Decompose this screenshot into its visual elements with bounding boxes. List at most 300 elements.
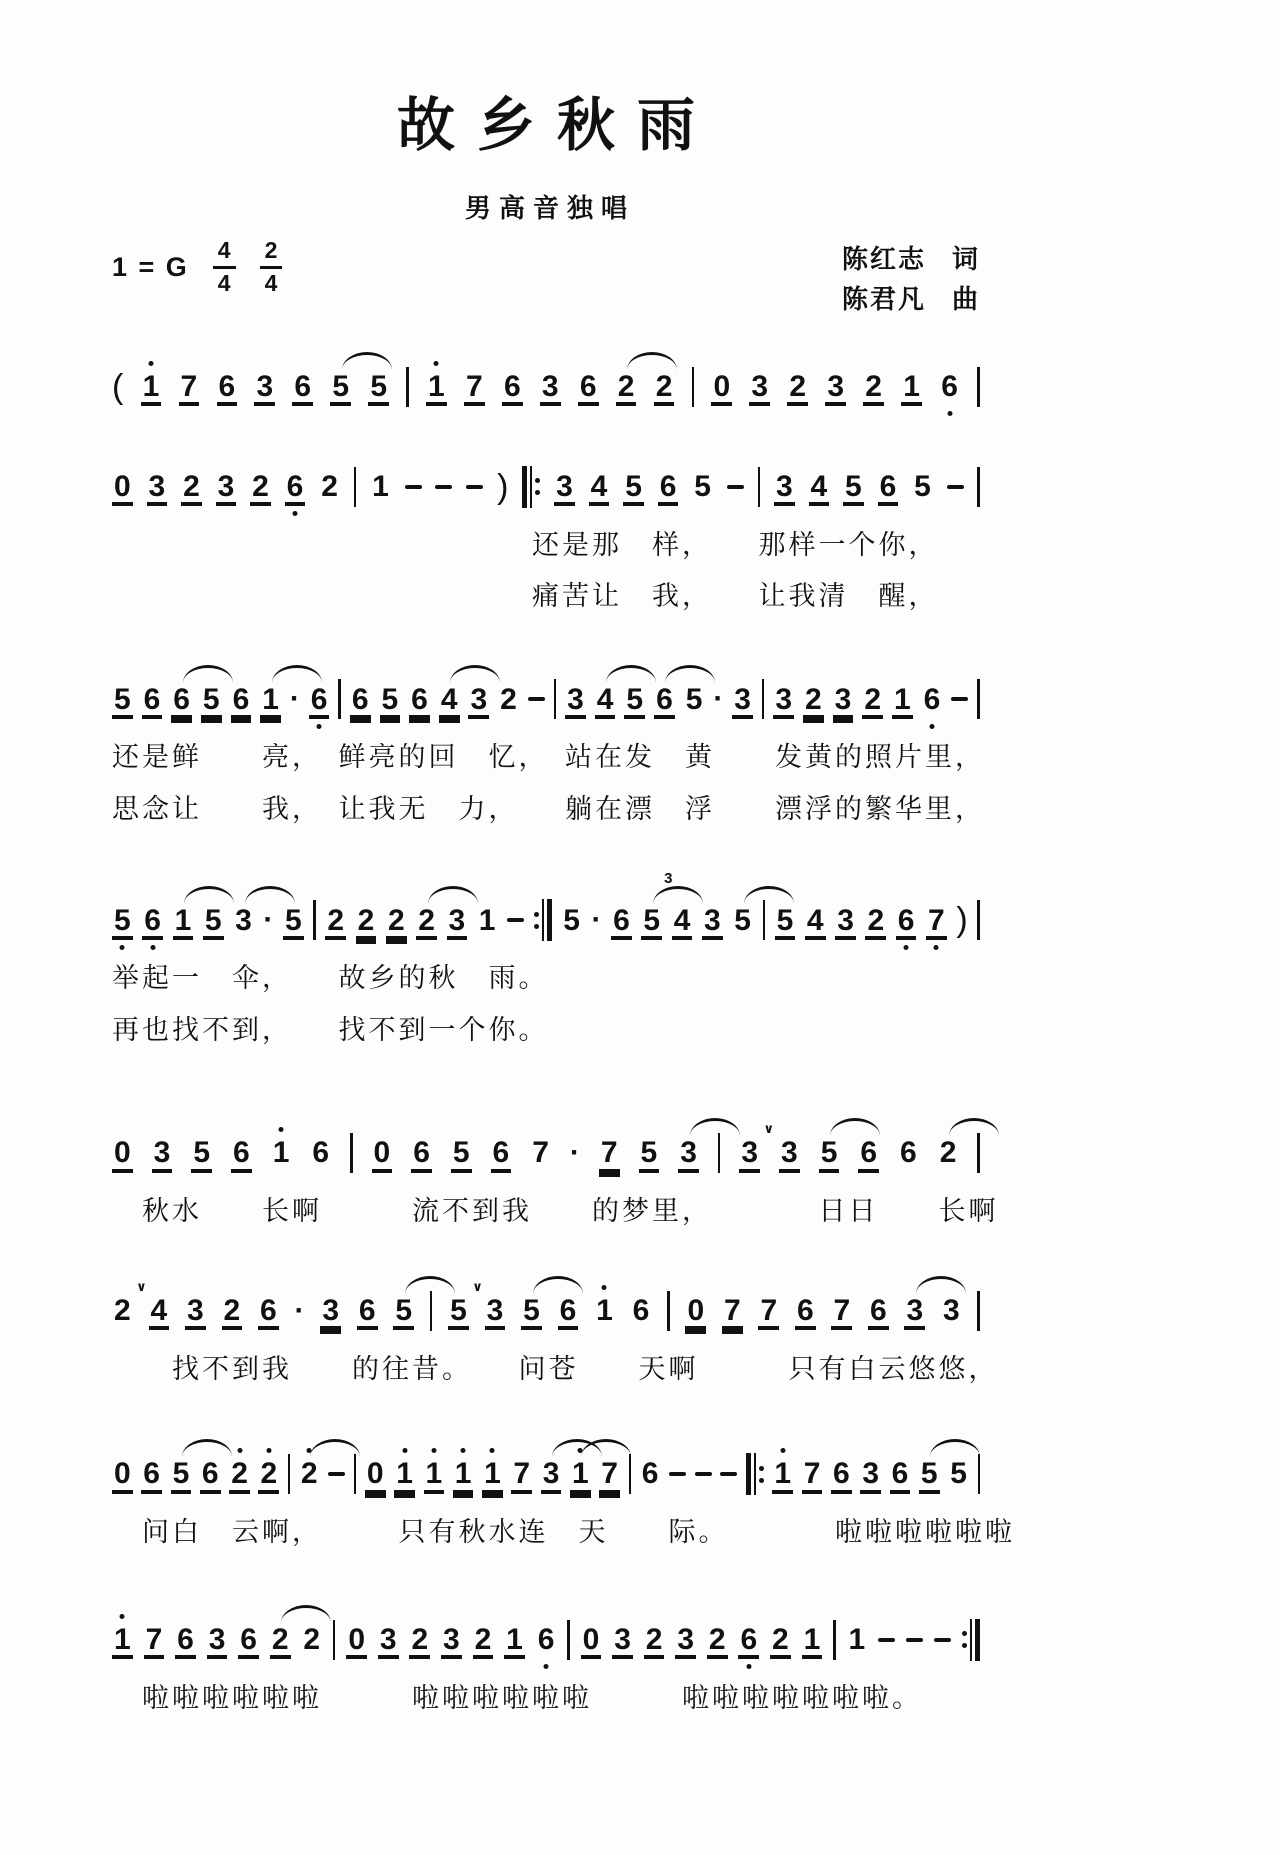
note-digit: 1 bbox=[454, 1457, 472, 1491]
repeat-dot bbox=[759, 1466, 764, 1471]
note-digit: 5 bbox=[332, 369, 350, 403]
barline-icon bbox=[758, 467, 761, 507]
slur-icon bbox=[627, 352, 677, 370]
key-area bbox=[112, 239, 282, 295]
barline-icon bbox=[692, 367, 695, 407]
note bbox=[426, 371, 447, 403]
note bbox=[468, 684, 489, 716]
note-digit: 7 bbox=[600, 1136, 618, 1170]
note bbox=[142, 684, 163, 716]
barline-thick bbox=[547, 899, 552, 941]
note-digit: 5 bbox=[114, 903, 131, 937]
note bbox=[843, 471, 864, 503]
note bbox=[639, 1137, 660, 1169]
augmentation-dot: · bbox=[289, 682, 300, 716]
note bbox=[805, 905, 826, 937]
note-digit: 4 bbox=[150, 1293, 168, 1327]
note bbox=[770, 1624, 791, 1656]
note-digit: 6 bbox=[232, 682, 250, 716]
note-digit: 1 bbox=[478, 903, 496, 937]
note-digit: 5 bbox=[625, 469, 642, 503]
slur-icon bbox=[830, 1118, 880, 1136]
extension-dash bbox=[528, 697, 545, 701]
note bbox=[258, 1458, 279, 1490]
note bbox=[612, 1624, 633, 1656]
note bbox=[147, 471, 168, 503]
note-digit: 2 bbox=[867, 903, 885, 937]
note bbox=[860, 1458, 881, 1490]
note bbox=[675, 1624, 696, 1656]
note-digit: 6 bbox=[144, 903, 161, 937]
note bbox=[378, 1624, 399, 1656]
note-digit: 5 bbox=[452, 1136, 470, 1170]
note-digit: 2 bbox=[939, 1136, 957, 1170]
system-6 bbox=[112, 1270, 999, 1387]
barline-icon bbox=[977, 679, 980, 719]
note bbox=[878, 471, 899, 503]
note-digit: 0 bbox=[114, 1457, 131, 1491]
page-title: 故乡秋雨 bbox=[396, 93, 717, 158]
note-digit: 3 bbox=[235, 903, 252, 937]
note bbox=[623, 471, 644, 503]
octave-dot-above bbox=[402, 1448, 407, 1453]
note-digit: 4 bbox=[590, 469, 608, 503]
system-5 bbox=[112, 1112, 999, 1229]
note bbox=[283, 905, 304, 937]
note bbox=[473, 1624, 494, 1656]
barline-icon bbox=[977, 900, 980, 940]
barline-icon bbox=[354, 467, 357, 507]
octave-dot-below bbox=[929, 724, 934, 729]
note-digit: 5 bbox=[694, 469, 711, 503]
note bbox=[216, 471, 237, 503]
note-digit: 6 bbox=[941, 369, 958, 403]
octave-dot-below bbox=[150, 945, 155, 950]
note bbox=[616, 371, 637, 403]
barline-icon bbox=[977, 367, 980, 407]
slur-icon bbox=[581, 1439, 631, 1457]
note-digit: 3 bbox=[741, 1136, 759, 1170]
parenthesis: ) bbox=[956, 901, 968, 940]
extension-dash bbox=[435, 485, 452, 489]
slur-icon bbox=[272, 665, 322, 683]
note-row bbox=[112, 446, 980, 512]
note-digit: 2 bbox=[300, 1457, 318, 1491]
note-digit: 3 bbox=[153, 1136, 171, 1170]
note-row bbox=[112, 869, 980, 945]
note bbox=[774, 471, 795, 503]
octave-dot-above bbox=[266, 1448, 271, 1453]
note bbox=[112, 471, 133, 503]
time-signature-1 bbox=[213, 239, 236, 295]
barline-icon bbox=[554, 679, 557, 719]
slur-icon bbox=[183, 665, 233, 683]
repeat-dots bbox=[534, 899, 539, 941]
augmentation-dot: · bbox=[294, 1293, 305, 1327]
note bbox=[485, 1295, 506, 1327]
repeat-dot bbox=[535, 490, 540, 495]
note bbox=[738, 1624, 759, 1656]
note bbox=[409, 684, 430, 716]
extension-dash bbox=[695, 1472, 712, 1476]
octave-dot-below bbox=[544, 1664, 549, 1669]
note bbox=[595, 684, 616, 716]
note bbox=[231, 1137, 252, 1169]
note-digit: 5 bbox=[776, 903, 794, 937]
note bbox=[141, 371, 162, 403]
extension-dash bbox=[466, 485, 483, 489]
note bbox=[380, 684, 401, 716]
note-row bbox=[112, 346, 980, 412]
note bbox=[370, 471, 391, 503]
note-digit: 5 bbox=[370, 369, 387, 403]
note-digit: 3 bbox=[443, 1622, 460, 1656]
breath-mark-icon: ∨ bbox=[472, 1278, 483, 1294]
note bbox=[310, 1137, 331, 1169]
note bbox=[570, 1458, 591, 1490]
note bbox=[175, 1624, 196, 1656]
note-digit: 2 bbox=[303, 1622, 321, 1656]
note-digit: 5 bbox=[114, 682, 131, 716]
note bbox=[722, 1295, 743, 1327]
note-digit: 5 bbox=[395, 1293, 412, 1327]
repeat-dots bbox=[759, 1453, 764, 1495]
note-digit: 3 bbox=[827, 369, 845, 403]
note-digit: 5 bbox=[193, 1136, 211, 1170]
note-digit: 3 bbox=[379, 1622, 397, 1656]
note bbox=[441, 1624, 462, 1656]
note-digit: 3 bbox=[187, 1293, 204, 1327]
note bbox=[862, 684, 883, 716]
extension-dash bbox=[328, 1472, 345, 1476]
note-digit: 0 bbox=[373, 1136, 391, 1170]
note bbox=[536, 1624, 557, 1656]
note-digit: 2 bbox=[231, 1457, 248, 1491]
note bbox=[732, 684, 753, 716]
lyric-row: 再也找不到， 找不到一个你。 bbox=[112, 1014, 549, 1045]
note-digit: 7 bbox=[803, 1457, 821, 1491]
note bbox=[654, 371, 675, 403]
note bbox=[365, 1458, 386, 1490]
note-digit: 2 bbox=[864, 682, 881, 716]
note-digit: 3 bbox=[256, 369, 274, 403]
note bbox=[948, 1458, 969, 1490]
note bbox=[144, 1624, 165, 1656]
augmentation-dot: · bbox=[263, 903, 274, 937]
note-digit: 2 bbox=[252, 469, 269, 503]
note bbox=[191, 1137, 212, 1169]
note bbox=[835, 905, 856, 937]
note bbox=[453, 1458, 474, 1490]
note-digit: 6 bbox=[537, 1622, 555, 1656]
note bbox=[498, 684, 519, 716]
extension-dash bbox=[720, 1472, 737, 1476]
slur-icon bbox=[533, 1276, 583, 1294]
note bbox=[330, 371, 351, 403]
parenthesis: ( bbox=[112, 367, 124, 406]
note bbox=[511, 1458, 532, 1490]
note-digit: 3 bbox=[734, 682, 751, 716]
note-digit: 3 bbox=[677, 1622, 694, 1656]
lyric-row: 痛苦让 我， 让我清 醒， bbox=[112, 581, 939, 612]
octave-dot-above bbox=[780, 1448, 785, 1453]
extension-dash bbox=[947, 485, 964, 489]
note-digit: 1 bbox=[428, 369, 445, 403]
note bbox=[309, 684, 330, 716]
note-digit: 6 bbox=[869, 1293, 887, 1327]
note-digit: 3 bbox=[217, 469, 235, 503]
note-digit: 6 bbox=[641, 1457, 659, 1491]
octave-dot-above bbox=[490, 1448, 495, 1453]
note-digit: 7 bbox=[601, 1457, 618, 1491]
parenthesis: ) bbox=[497, 467, 509, 506]
note bbox=[181, 471, 202, 503]
note-digit: 6 bbox=[201, 1457, 219, 1491]
note bbox=[222, 1295, 243, 1327]
note-digit: 3 bbox=[775, 469, 793, 503]
lyric-row: 秋水 长啊 流不到我 的梦里， 日日 长啊 bbox=[112, 1196, 999, 1227]
credit-lyricist bbox=[842, 239, 980, 279]
note bbox=[112, 1624, 133, 1656]
slur-icon bbox=[930, 1439, 980, 1457]
barline-thick bbox=[746, 1453, 751, 1495]
breath-mark-icon: ∨ bbox=[763, 1121, 775, 1137]
note-digit: 0 bbox=[582, 1622, 600, 1656]
note-digit: 1 bbox=[571, 1457, 589, 1491]
slur-icon bbox=[552, 1439, 602, 1457]
barline-thick bbox=[522, 466, 527, 508]
barline-icon bbox=[406, 367, 409, 407]
note-row bbox=[112, 658, 980, 724]
slur-icon bbox=[184, 886, 234, 904]
note bbox=[152, 1137, 173, 1169]
note bbox=[581, 1624, 602, 1656]
repeat-dot bbox=[759, 1478, 764, 1483]
note-digit: 1 bbox=[262, 682, 279, 716]
octave-dot-below bbox=[746, 1664, 751, 1669]
note bbox=[890, 1458, 911, 1490]
barline-icon bbox=[333, 1620, 336, 1660]
note bbox=[594, 1295, 615, 1327]
note bbox=[922, 684, 943, 716]
lyric-row: 还是那 样， 那样一个你， bbox=[112, 529, 939, 560]
triplet-slur-icon bbox=[653, 886, 703, 904]
note bbox=[641, 869, 673, 937]
note-digit: 3 bbox=[680, 1136, 697, 1170]
slur-icon bbox=[450, 665, 500, 683]
note-digit: 6 bbox=[143, 682, 161, 716]
time-signature-1-numerator: 4 bbox=[213, 239, 236, 269]
note-digit: 3 bbox=[541, 369, 559, 403]
note-digit: 7 bbox=[833, 1293, 851, 1327]
note bbox=[739, 1121, 775, 1170]
note-digit: 6 bbox=[632, 1293, 650, 1327]
note bbox=[819, 1137, 840, 1169]
note-digit: 3 bbox=[862, 1457, 879, 1491]
lyricist-role: 词 bbox=[951, 244, 980, 274]
composer-name: 陈君凡 bbox=[841, 284, 926, 315]
note-digit: 3 bbox=[775, 682, 793, 716]
note bbox=[409, 1624, 430, 1656]
extension-dash bbox=[951, 697, 968, 701]
note bbox=[258, 1295, 279, 1327]
barline-thin bbox=[970, 1619, 972, 1661]
note bbox=[802, 1624, 823, 1656]
note bbox=[644, 1624, 665, 1656]
page-subtitle: 男高音独唱 bbox=[464, 193, 635, 223]
slur-icon bbox=[428, 886, 478, 904]
note bbox=[898, 1137, 919, 1169]
note-digit: 3 bbox=[781, 1136, 798, 1170]
note-digit: 2 bbox=[865, 369, 882, 403]
octave-dot-above bbox=[307, 1448, 312, 1453]
augmentation-dot: · bbox=[713, 682, 724, 716]
note-digit: 2 bbox=[805, 682, 822, 716]
augmentation-dot: · bbox=[591, 903, 602, 937]
slur-icon bbox=[342, 352, 392, 370]
note bbox=[491, 1137, 512, 1169]
note bbox=[558, 1295, 579, 1327]
note-digit: 6 bbox=[411, 682, 428, 716]
note bbox=[831, 1295, 852, 1327]
repeat-begin-icon bbox=[746, 1453, 764, 1495]
note-digit: 4 bbox=[673, 903, 691, 937]
note bbox=[803, 684, 824, 716]
lyric-row: 举起一 伞， 故乡的秋 雨。 bbox=[112, 963, 549, 994]
note-digit: 0 bbox=[687, 1293, 705, 1327]
note-digit: 5 bbox=[734, 903, 751, 937]
extension-dash bbox=[727, 485, 744, 489]
note-digit: 1 bbox=[848, 1622, 866, 1656]
note-digit: 6 bbox=[879, 469, 897, 503]
note-digit: 5 bbox=[920, 1457, 938, 1491]
note-digit: 3 bbox=[542, 1457, 560, 1491]
credit-composer bbox=[842, 279, 980, 319]
note bbox=[939, 371, 960, 403]
note bbox=[238, 1624, 259, 1656]
note-digit: 0 bbox=[114, 469, 131, 503]
note bbox=[477, 905, 498, 937]
composer-role: 曲 bbox=[951, 284, 980, 315]
note-digit: 5 bbox=[202, 682, 220, 716]
note-digit: 6 bbox=[286, 469, 304, 503]
note bbox=[847, 1624, 868, 1656]
note bbox=[684, 684, 705, 716]
lyric-row: 找不到我 的往昔。 问苍 天啊 只有白云悠悠， bbox=[112, 1353, 999, 1384]
note-digit: 4 bbox=[596, 682, 614, 716]
octave-dot-above bbox=[602, 1285, 607, 1290]
note-digit: 3 bbox=[834, 682, 852, 716]
note bbox=[938, 1137, 959, 1169]
note bbox=[578, 371, 599, 403]
note bbox=[640, 1458, 661, 1490]
note-digit: 6 bbox=[897, 903, 915, 937]
barline-icon bbox=[430, 1291, 433, 1331]
note-digit: 1 bbox=[174, 903, 192, 937]
note-row bbox=[112, 1112, 980, 1178]
note-digit: 1 bbox=[396, 1457, 413, 1491]
octave-dot-above bbox=[148, 361, 153, 366]
barline-icon bbox=[338, 679, 341, 719]
note bbox=[758, 1295, 779, 1327]
note bbox=[319, 471, 340, 503]
note-digit: 3 bbox=[614, 1622, 631, 1656]
note bbox=[217, 371, 238, 403]
system-7 bbox=[112, 1433, 1015, 1550]
note bbox=[270, 1624, 291, 1656]
note-digit: 6 bbox=[218, 369, 236, 403]
note bbox=[624, 684, 645, 716]
note bbox=[926, 905, 947, 937]
note-digit: 6 bbox=[891, 1457, 909, 1491]
barline-thin bbox=[754, 1453, 756, 1495]
note bbox=[271, 1137, 292, 1169]
slur-icon bbox=[916, 1276, 966, 1294]
note-digit: 1 bbox=[372, 469, 389, 503]
note bbox=[858, 1137, 879, 1169]
note bbox=[299, 1458, 320, 1490]
note bbox=[231, 684, 252, 716]
note-digit: 3 bbox=[942, 1293, 960, 1327]
time-signature-2-numerator: 2 bbox=[260, 239, 283, 269]
note-digit: 1 bbox=[903, 369, 920, 403]
note-digit: 7 bbox=[180, 369, 198, 403]
note bbox=[825, 371, 846, 403]
key-signature: 1 = G bbox=[112, 251, 189, 282]
note bbox=[141, 1458, 162, 1490]
note-digit: 6 bbox=[233, 1136, 250, 1170]
note-digit: 6 bbox=[260, 1293, 277, 1327]
note-digit: 1 bbox=[114, 1622, 131, 1656]
octave-dot-below bbox=[947, 411, 952, 416]
note-digit: 5 bbox=[643, 903, 661, 937]
note bbox=[229, 1458, 250, 1490]
note bbox=[171, 684, 192, 716]
note bbox=[504, 1624, 525, 1656]
note bbox=[809, 471, 830, 503]
octave-dot-above bbox=[237, 1448, 242, 1453]
note bbox=[372, 1137, 393, 1169]
note bbox=[357, 1295, 378, 1327]
note-digit: 6 bbox=[312, 1136, 330, 1170]
note bbox=[464, 371, 485, 403]
barline-icon bbox=[762, 679, 765, 719]
note bbox=[711, 371, 732, 403]
note-digit: 6 bbox=[310, 682, 328, 716]
note bbox=[833, 684, 854, 716]
note bbox=[203, 905, 224, 937]
note bbox=[631, 1295, 652, 1327]
octave-dot-below bbox=[904, 945, 909, 950]
note bbox=[702, 905, 723, 937]
note-digit: 7 bbox=[723, 1293, 741, 1327]
note-digit: 5 bbox=[563, 903, 580, 937]
barline-thin bbox=[542, 899, 544, 941]
note bbox=[112, 1458, 133, 1490]
barline-icon bbox=[667, 1291, 670, 1331]
note bbox=[540, 371, 561, 403]
note-digit: 6 bbox=[613, 903, 630, 937]
note bbox=[599, 1137, 620, 1169]
note-digit: 6 bbox=[240, 1622, 257, 1656]
note bbox=[112, 684, 133, 716]
time-signature-2 bbox=[260, 239, 283, 295]
note-row bbox=[112, 1270, 980, 1336]
slur-icon bbox=[949, 1118, 999, 1136]
octave-dot-above bbox=[279, 1127, 284, 1132]
note-digit: 5 bbox=[523, 1293, 540, 1327]
repeat-end-icon bbox=[534, 899, 552, 941]
